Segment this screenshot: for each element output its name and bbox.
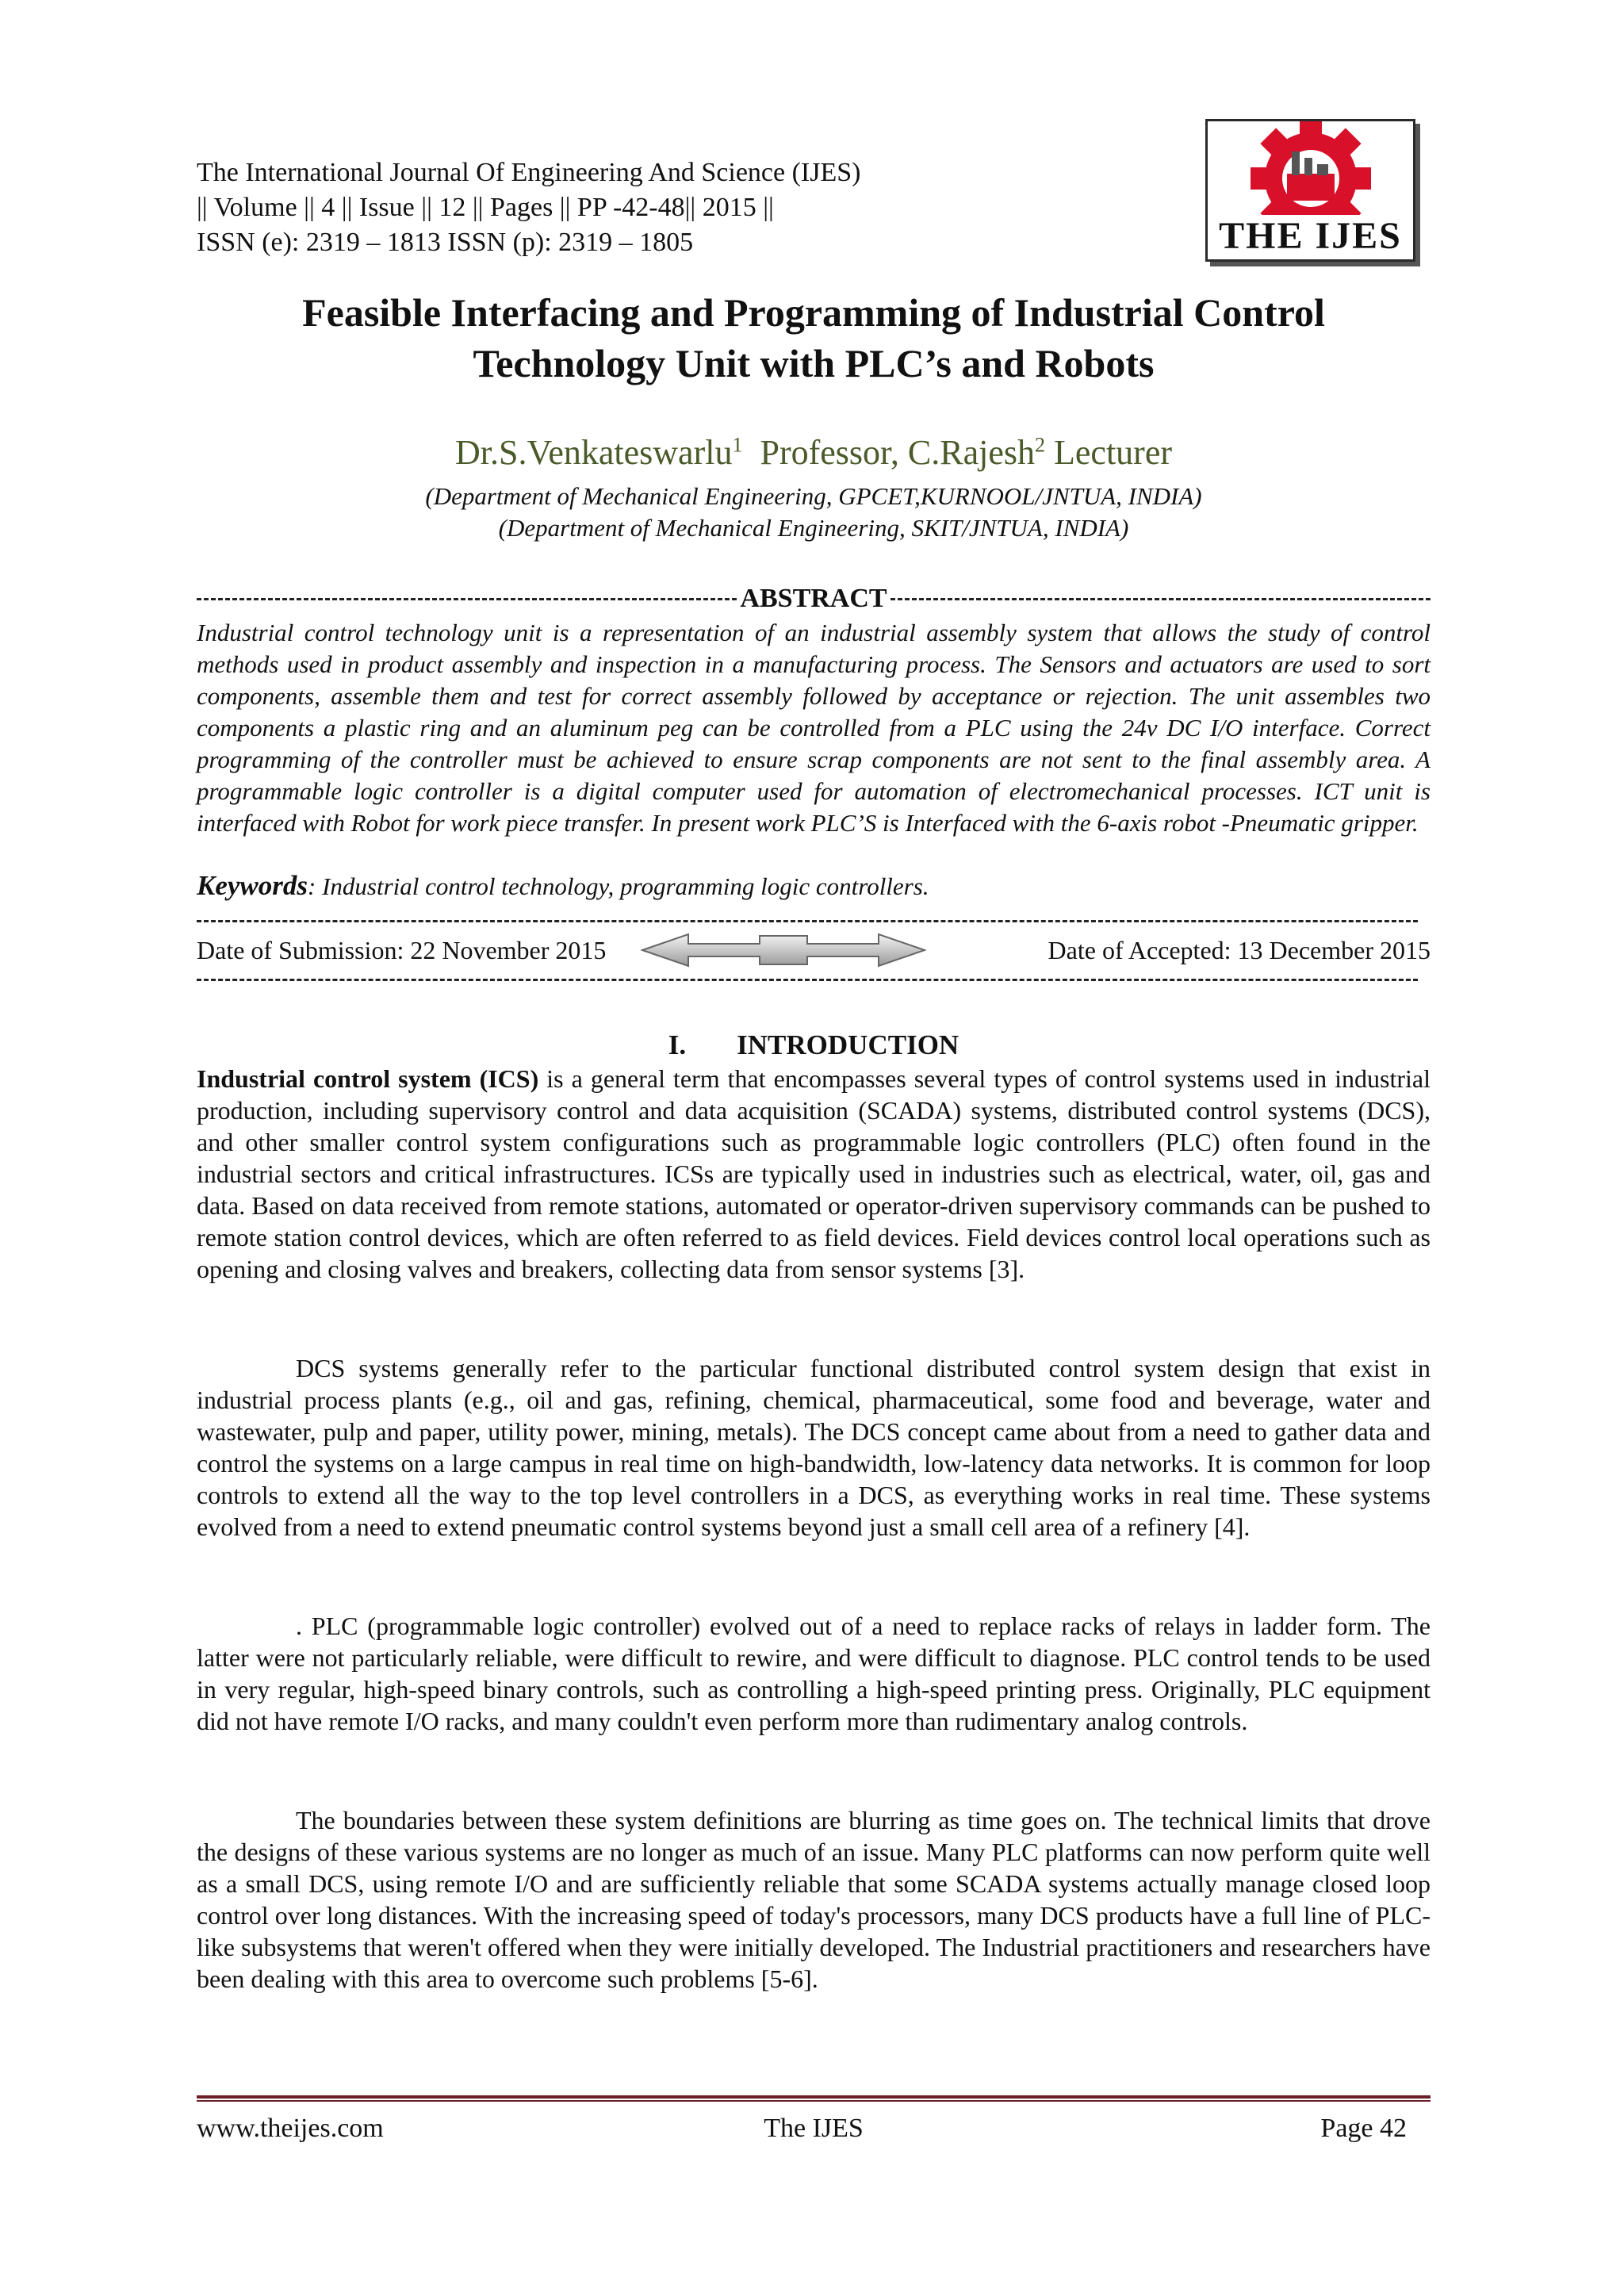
dashed-divider: [197, 920, 1418, 922]
ijes-logo: [1205, 119, 1415, 262]
keywords-label: Keywords: [197, 870, 308, 901]
section-title: INTRODUCTION: [737, 1029, 959, 1060]
keywords: [197, 868, 1431, 904]
intro-paragraph-4: The boundaries between these system definitions are blurring as time goes on. The technical limits that drove the designs of these various systems are no longer as much of an issue. Many PLC platforms can now perform quite well as a small DCS, using remote I/O and are sufficiently reliable that some SCADA systems actually manage closed loop control over long distances. With the increasing speed of today's processors, many DCS products have a full line of PLC-like subsystems that weren't offered when they were initially developed. The Industrial practitioners and researchers have been dealing with this area to overcome such problems [5-6].: [197, 1806, 1431, 1993]
footer-website: www.theijes.com: [197, 2114, 384, 2143]
section-number: I.: [668, 1029, 687, 1060]
affiliation-1: (Department of Mechanical Engineering, GPCET,KURNOOL/JNTUA, INDIA): [425, 482, 1202, 510]
affiliation-2: (Department of Mechanical Engineering, SKIT/JNTUA, INDIA): [498, 514, 1129, 542]
abstract-heading: ABSTRACT: [740, 584, 887, 613]
intro-paragraph-1: [197, 1063, 1431, 1285]
journal-header: [197, 155, 1069, 260]
logo-text: THE IJES: [1219, 215, 1402, 257]
author-1: Dr.S.Venkateswarlu: [454, 433, 733, 472]
ics-term: Industrial control system (ICS): [197, 1064, 539, 1093]
intro-paragraph-1-text: is a general term that encompasses several types of control systems used in industrial production, including supervisory control and data acquisition (SCADA) systems, distributed control systems (DCS), and other smaller control system configurations such as programmable logic controllers (PLC) often found in the industrial sectors and critical infrastructures. ICSs are typically used in industries such as electrical, water, oil, gas and data. Based on data received from remote stations, automated or operator-driven supervisory commands can be pushed to remote station control devices, which are often referred to as field devices. Field devices control local operations such as opening and closing valves and breakers, collecting data from sensor systems [3].: [197, 1064, 1431, 1283]
dates-row: [197, 931, 1431, 969]
footer-journal: The IJES: [764, 2114, 864, 2143]
dashed-divider: [197, 598, 737, 600]
intro-paragraph-3: . PLC (programmable logic controller) evolved out of a need to replace racks of relays in ladder form. The latter were not particularly reliable, were difficult to rewire, and were difficult to diagnose. PLC control tends to be used in very regular, high-speed binary controls, such as controlling a high-speed printing press. Originally, PLC equipment did not have remote I/O racks, and many couldn't even perform more than rudimentary analog controls.: [197, 1612, 1431, 1735]
abstract-heading-row: [197, 583, 1431, 615]
submission-date: Date of Submission: 22 November 2015: [197, 936, 607, 964]
footer-page-number: Page 42: [1320, 2114, 1407, 2143]
intro-paragraph-2: DCS systems generally refer to the particular functional distributed control system design that exist in industrial process plants (e.g., oil and gas, refining, chemical, pharmaceutical, some food and beverage, water and wastewater, pulp and paper, utility power, mining, metals). The DCS concept came about from a need to gather data and control the systems on a large campus in real time on high-bandwidth, low-latency data networks. It is common for loop controls to extend all the way to the top level controllers in a DCS, as everything works in real time. These systems evolved from a need to extend pneumatic control systems beyond just a small cell area of a refinery [4].: [197, 1354, 1431, 1541]
author-2-role: Lecturer: [1054, 433, 1173, 472]
keywords-text: : Industrial control technology, programming logic controllers.: [308, 872, 929, 900]
journal-issn: ISSN (e): 2319 – 1813 ISSN (p): 2319 – 1805: [197, 228, 694, 257]
footer-rule: [197, 2095, 1431, 2102]
title-line-2: Technology Unit with PLC’s and Robots: [473, 341, 1155, 385]
paper-title: [197, 287, 1431, 389]
double-arrow-icon: [641, 931, 926, 969]
dashed-divider: [197, 979, 1418, 981]
accepted-date: Date of Accepted: 13 December 2015: [1048, 936, 1431, 964]
journal-name: The International Journal Of Engineering And Science (IJES): [197, 158, 861, 187]
author-1-sup: 1: [732, 433, 743, 457]
page-footer: [197, 2110, 1431, 2148]
title-line-1: Feasible Interfacing and Programming of Industrial Control: [302, 290, 1325, 335]
author-line: [197, 432, 1431, 473]
abstract-text: Industrial control technology unit is a representation of an industrial assembly system that allows the study of control methods used in product assembly and inspection in a manufacturing process. The Sensors and actuators are used to sort components, assemble them and test for correct assembly followed by acceptance or rejection. The unit assembles two components a plastic ring and an aluminum peg can be controlled from a PLC using the 24v DC I/O interface. Correct programming of the controller must be achieved to ensure scrap components are not sent to the final assembly area. A programmable logic controller is a digital computer used for automation of electromechanical processes. ICT unit is interfaced with Robot for work piece transfer. In present work PLC’S is Interfaced with the 6-axis robot -Pneumatic gripper.: [197, 619, 1431, 837]
dashed-divider: [891, 598, 1431, 600]
journal-volume: || Volume || 4 || Issue || 12 || Pages || PP -42-48|| 2015 ||: [197, 193, 774, 222]
section-heading: [197, 1028, 1431, 1063]
author-2: Professor, C.Rajesh: [760, 433, 1036, 472]
author-2-sup: 2: [1035, 433, 1046, 457]
